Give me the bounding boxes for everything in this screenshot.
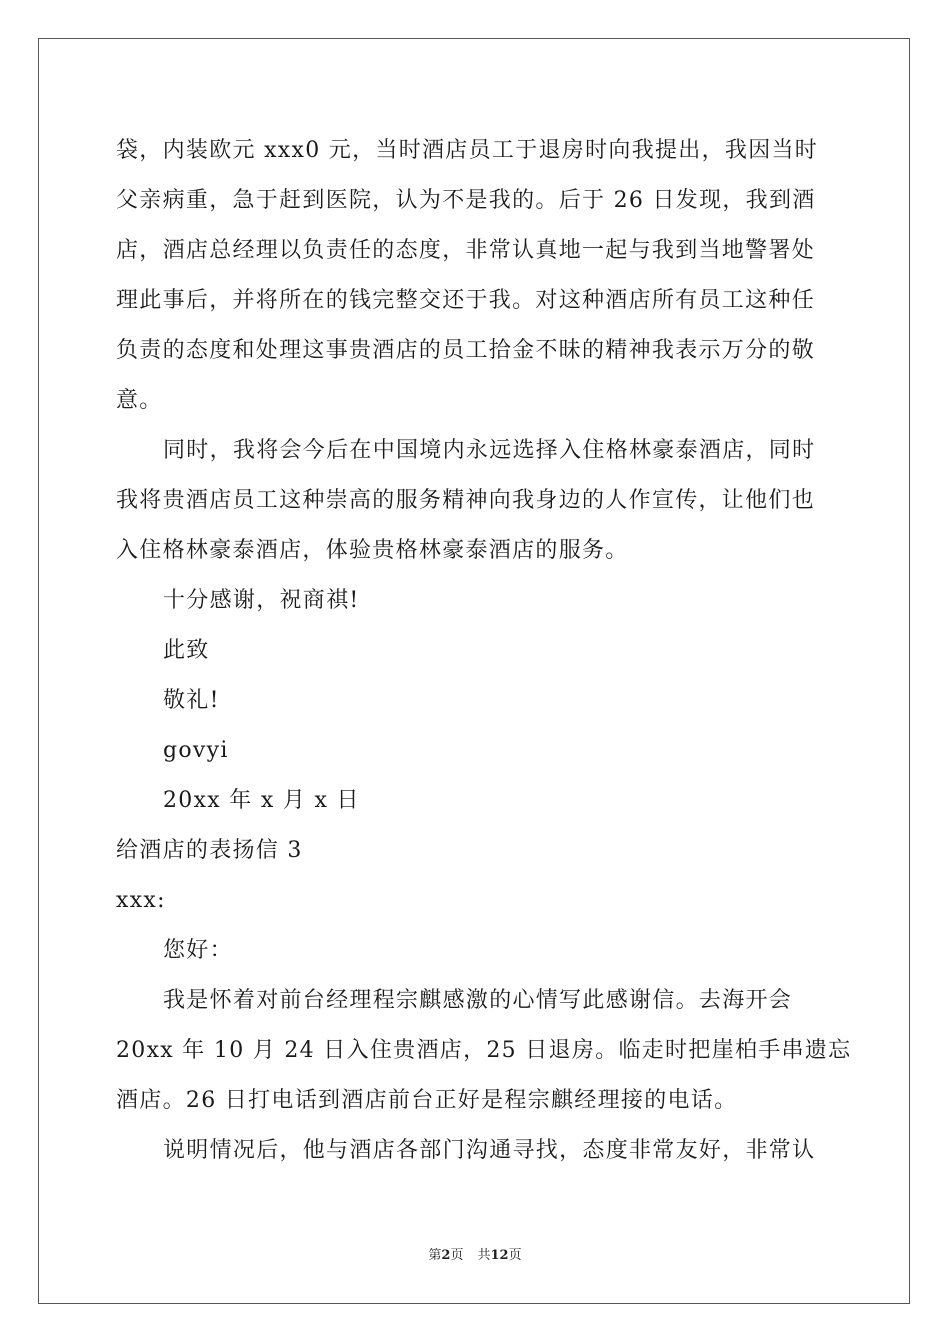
page-suffix: 页	[450, 1248, 464, 1263]
recipient: xxx:	[116, 888, 166, 913]
salutation-jingli: 敬礼!	[163, 688, 220, 713]
body-line-3: 店，酒店总经理以负责任的态度，非常认真地一起与我到当地警署处	[116, 238, 816, 263]
body-line-4: 理此事后，并将所在的钱完整交还于我。对这种酒店所有员工这种任	[116, 288, 816, 313]
body-line-5: 负责的态度和处理这事贵酒店的员工拾金不昧的精神我表示万分的敬	[116, 338, 816, 363]
body-line-6: 意。	[116, 388, 163, 413]
section-title: 给酒店的表扬信 3	[116, 838, 303, 863]
greeting: 您好：	[163, 938, 233, 963]
body-line-20: 酒店。26 日打电话到酒店前台正好是程宗麒经理接的电话。	[116, 1088, 738, 1113]
paragraph-line-21: 说明情况后，他与酒店各部门沟通寻找，态度非常友好，非常认	[163, 1138, 816, 1163]
signature-date: 20xx 年 x 月 x 日	[163, 788, 360, 813]
total-pages: 12	[490, 1248, 509, 1263]
total-suffix: 页	[508, 1248, 522, 1263]
salutation-cizhi: 此致	[163, 638, 210, 663]
closing-thanks: 十分感谢，祝商祺!	[163, 588, 360, 613]
page-number: 2	[441, 1248, 451, 1263]
page-prefix: 第	[428, 1248, 442, 1263]
page-footer	[0, 1247, 950, 1265]
body-line-1: 袋，内装欧元 xxx0 元，当时酒店员工于退房时向我提出，我因当时	[116, 138, 819, 163]
paragraph-line-18: 我是怀着对前台经理程宗麒感激的心情写此感谢信。去海开会	[163, 988, 793, 1013]
total-prefix: 共	[477, 1248, 491, 1263]
body-line-2: 父亲病重，急于赶到医院，认为不是我的。后于 26 日发现，我到酒	[116, 188, 816, 213]
signature-name: govyi	[163, 738, 229, 763]
paragraph-line-7: 同时，我将会今后在中国境内永远选择入住格林豪泰酒店，同时	[163, 438, 816, 463]
body-line-9: 入住格林豪泰酒店，体验贵格林豪泰酒店的服务。	[116, 538, 629, 563]
body-line-8: 我将贵酒店员工这种崇高的服务精神向我身边的人作宣传，让他们也	[116, 488, 816, 513]
body-line-19: 20xx 年 10 月 24 日入住贵酒店，25 日退房。临走时把崖柏手串遗忘	[116, 1038, 852, 1063]
